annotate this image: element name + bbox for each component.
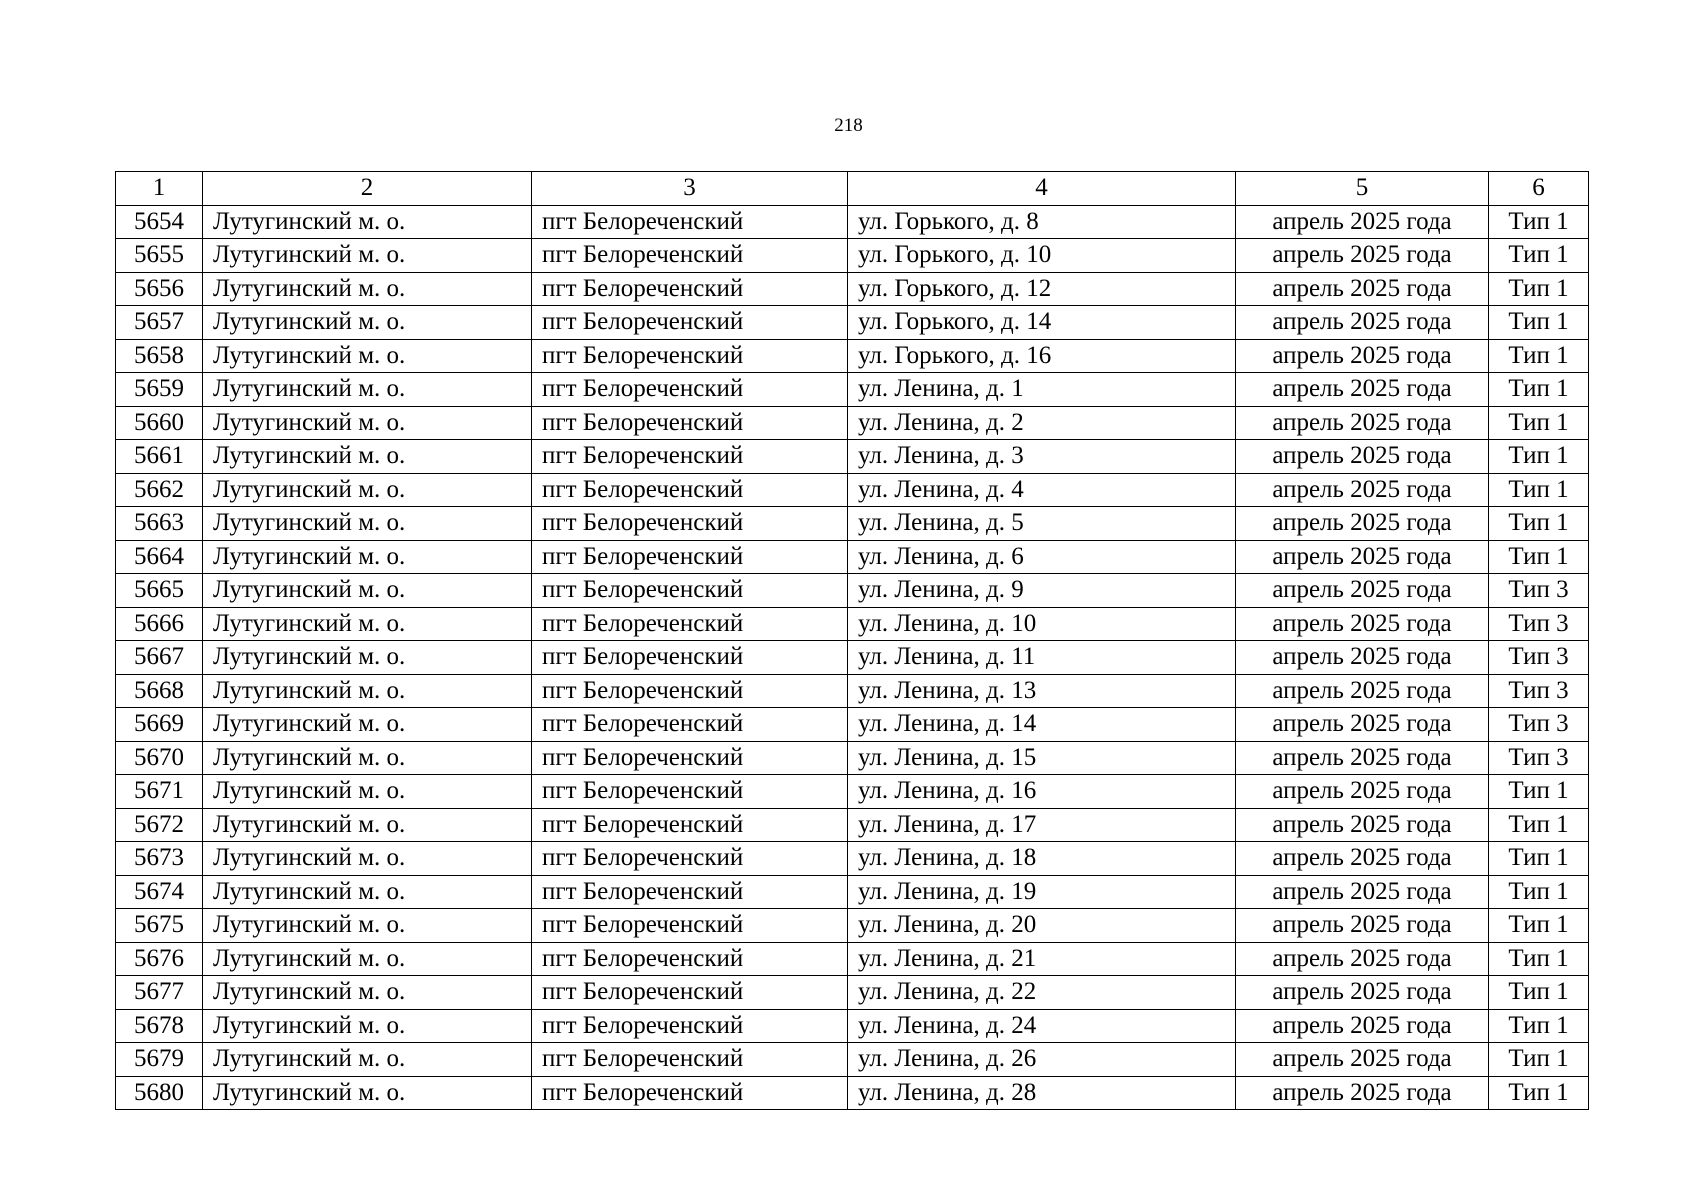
table-row (116, 1009, 1589, 1043)
date-cell: апрель 2025 года (1236, 607, 1489, 641)
address-cell: ул. Горького, д. 10 (848, 239, 1236, 273)
date-cell: апрель 2025 года (1236, 842, 1489, 876)
address-cell: ул. Ленина, д. 16 (848, 775, 1236, 809)
date-cell: апрель 2025 года (1236, 741, 1489, 775)
row-number-cell: 5656 (116, 272, 203, 306)
district-cell: Лутугинский м. о. (203, 708, 532, 742)
type-cell: Тип 1 (1489, 440, 1589, 474)
row-number-cell: 5670 (116, 741, 203, 775)
type-cell: Тип 1 (1489, 1076, 1589, 1110)
table-row (116, 1076, 1589, 1110)
row-number-cell: 5664 (116, 540, 203, 574)
date-cell: апрель 2025 года (1236, 1009, 1489, 1043)
type-cell: Тип 1 (1489, 406, 1589, 440)
settlement-cell: пгт Белореченский (532, 842, 848, 876)
table-row (116, 306, 1589, 340)
row-number-cell: 5677 (116, 976, 203, 1010)
type-cell: Тип 3 (1489, 641, 1589, 675)
type-cell: Тип 1 (1489, 507, 1589, 541)
type-cell: Тип 1 (1489, 1043, 1589, 1077)
table-row (116, 473, 1589, 507)
district-cell: Лутугинский м. о. (203, 440, 532, 474)
address-cell: ул. Горького, д. 16 (848, 339, 1236, 373)
column-header: 2 (203, 172, 532, 206)
type-cell: Тип 1 (1489, 909, 1589, 943)
type-cell: Тип 1 (1489, 842, 1589, 876)
settlement-cell: пгт Белореченский (532, 272, 848, 306)
district-cell: Лутугинский м. о. (203, 607, 532, 641)
date-cell: апрель 2025 года (1236, 574, 1489, 608)
date-cell: апрель 2025 года (1236, 942, 1489, 976)
address-cell: ул. Ленина, д. 19 (848, 875, 1236, 909)
date-cell: апрель 2025 года (1236, 406, 1489, 440)
column-header: 3 (532, 172, 848, 206)
settlement-cell: пгт Белореченский (532, 373, 848, 407)
settlement-cell: пгт Белореченский (532, 976, 848, 1010)
address-cell: ул. Ленина, д. 21 (848, 942, 1236, 976)
settlement-cell: пгт Белореченский (532, 339, 848, 373)
settlement-cell: пгт Белореченский (532, 473, 848, 507)
address-cell: ул. Ленина, д. 18 (848, 842, 1236, 876)
type-cell: Тип 1 (1489, 373, 1589, 407)
date-cell: апрель 2025 года (1236, 373, 1489, 407)
row-number-cell: 5655 (116, 239, 203, 273)
table-row (116, 741, 1589, 775)
table-row (116, 808, 1589, 842)
settlement-cell: пгт Белореченский (532, 1009, 848, 1043)
settlement-cell: пгт Белореченский (532, 875, 848, 909)
table-header-row (116, 172, 1589, 206)
district-cell: Лутугинский м. о. (203, 306, 532, 340)
date-cell: апрель 2025 года (1236, 339, 1489, 373)
row-number-cell: 5663 (116, 507, 203, 541)
table-row (116, 909, 1589, 943)
district-cell: Лутугинский м. о. (203, 205, 532, 239)
type-cell: Тип 1 (1489, 942, 1589, 976)
type-cell: Тип 3 (1489, 607, 1589, 641)
row-number-cell: 5676 (116, 942, 203, 976)
date-cell: апрель 2025 года (1236, 808, 1489, 842)
address-cell: ул. Ленина, д. 11 (848, 641, 1236, 675)
settlement-cell: пгт Белореченский (532, 674, 848, 708)
type-cell: Тип 1 (1489, 540, 1589, 574)
district-cell: Лутугинский м. о. (203, 406, 532, 440)
address-cell: ул. Горького, д. 8 (848, 205, 1236, 239)
row-number-cell: 5665 (116, 574, 203, 608)
type-cell: Тип 3 (1489, 708, 1589, 742)
district-cell: Лутугинский м. о. (203, 875, 532, 909)
address-cell: ул. Ленина, д. 10 (848, 607, 1236, 641)
settlement-cell: пгт Белореченский (532, 942, 848, 976)
type-cell: Тип 1 (1489, 272, 1589, 306)
column-header: 4 (848, 172, 1236, 206)
settlement-cell: пгт Белореченский (532, 540, 848, 574)
district-cell: Лутугинский м. о. (203, 909, 532, 943)
table-row (116, 205, 1589, 239)
date-cell: апрель 2025 года (1236, 976, 1489, 1010)
row-number-cell: 5679 (116, 1043, 203, 1077)
district-cell: Лутугинский м. о. (203, 842, 532, 876)
type-cell: Тип 1 (1489, 205, 1589, 239)
address-cell: ул. Ленина, д. 24 (848, 1009, 1236, 1043)
settlement-cell: пгт Белореченский (532, 574, 848, 608)
column-header: 6 (1489, 172, 1589, 206)
table-row (116, 1043, 1589, 1077)
row-number-cell: 5659 (116, 373, 203, 407)
row-number-cell: 5661 (116, 440, 203, 474)
address-cell: ул. Ленина, д. 13 (848, 674, 1236, 708)
table-row (116, 540, 1589, 574)
table-row (116, 775, 1589, 809)
column-header: 1 (116, 172, 203, 206)
district-cell: Лутугинский м. о. (203, 272, 532, 306)
date-cell: апрель 2025 года (1236, 674, 1489, 708)
date-cell: апрель 2025 года (1236, 473, 1489, 507)
date-cell: апрель 2025 года (1236, 1076, 1489, 1110)
date-cell: апрель 2025 года (1236, 909, 1489, 943)
date-cell: апрель 2025 года (1236, 540, 1489, 574)
address-cell: ул. Ленина, д. 28 (848, 1076, 1236, 1110)
address-cell: ул. Ленина, д. 15 (848, 741, 1236, 775)
type-cell: Тип 3 (1489, 741, 1589, 775)
table-row (116, 339, 1589, 373)
district-cell: Лутугинский м. о. (203, 540, 532, 574)
district-cell: Лутугинский м. о. (203, 942, 532, 976)
table-row (116, 607, 1589, 641)
date-cell: апрель 2025 года (1236, 641, 1489, 675)
table-row (116, 942, 1589, 976)
type-cell: Тип 1 (1489, 976, 1589, 1010)
date-cell: апрель 2025 года (1236, 440, 1489, 474)
address-cell: ул. Ленина, д. 2 (848, 406, 1236, 440)
address-cell: ул. Горького, д. 12 (848, 272, 1236, 306)
date-cell: апрель 2025 года (1236, 775, 1489, 809)
address-cell: ул. Горького, д. 14 (848, 306, 1236, 340)
address-cell: ул. Ленина, д. 17 (848, 808, 1236, 842)
type-cell: Тип 1 (1489, 1009, 1589, 1043)
table-body (116, 205, 1589, 1110)
table-row (116, 574, 1589, 608)
date-cell: апрель 2025 года (1236, 272, 1489, 306)
table-row (116, 373, 1589, 407)
district-cell: Лутугинский м. о. (203, 1043, 532, 1077)
row-number-cell: 5668 (116, 674, 203, 708)
settlement-cell: пгт Белореченский (532, 708, 848, 742)
district-cell: Лутугинский м. о. (203, 473, 532, 507)
table-row (116, 440, 1589, 474)
district-cell: Лутугинский м. о. (203, 641, 532, 675)
row-number-cell: 5680 (116, 1076, 203, 1110)
address-cell: ул. Ленина, д. 20 (848, 909, 1236, 943)
row-number-cell: 5666 (116, 607, 203, 641)
row-number-cell: 5662 (116, 473, 203, 507)
row-number-cell: 5671 (116, 775, 203, 809)
table-row (116, 272, 1589, 306)
row-number-cell: 5667 (116, 641, 203, 675)
table-row (116, 875, 1589, 909)
type-cell: Тип 3 (1489, 574, 1589, 608)
table-row (116, 674, 1589, 708)
column-header: 5 (1236, 172, 1489, 206)
address-cell: ул. Ленина, д. 3 (848, 440, 1236, 474)
settlement-cell: пгт Белореченский (532, 440, 848, 474)
address-cell: ул. Ленина, д. 9 (848, 574, 1236, 608)
type-cell: Тип 1 (1489, 775, 1589, 809)
settlement-cell: пгт Белореченский (532, 775, 848, 809)
district-cell: Лутугинский м. о. (203, 507, 532, 541)
page-number: 218 (834, 115, 863, 136)
settlement-cell: пгт Белореченский (532, 641, 848, 675)
type-cell: Тип 1 (1489, 473, 1589, 507)
date-cell: апрель 2025 года (1236, 306, 1489, 340)
address-cell: ул. Ленина, д. 4 (848, 473, 1236, 507)
settlement-cell: пгт Белореченский (532, 741, 848, 775)
table-row (116, 239, 1589, 273)
district-cell: Лутугинский м. о. (203, 808, 532, 842)
type-cell: Тип 1 (1489, 875, 1589, 909)
row-number-cell: 5654 (116, 205, 203, 239)
address-cell: ул. Ленина, д. 22 (848, 976, 1236, 1010)
row-number-cell: 5674 (116, 875, 203, 909)
row-number-cell: 5675 (116, 909, 203, 943)
table-row (116, 406, 1589, 440)
settlement-cell: пгт Белореченский (532, 607, 848, 641)
date-cell: апрель 2025 года (1236, 875, 1489, 909)
date-cell: апрель 2025 года (1236, 239, 1489, 273)
type-cell: Тип 1 (1489, 339, 1589, 373)
district-cell: Лутугинский м. о. (203, 1009, 532, 1043)
type-cell: Тип 1 (1489, 306, 1589, 340)
settlement-cell: пгт Белореченский (532, 406, 848, 440)
address-cell: ул. Ленина, д. 6 (848, 540, 1236, 574)
type-cell: Тип 1 (1489, 239, 1589, 273)
district-cell: Лутугинский м. о. (203, 339, 532, 373)
district-cell: Лутугинский м. о. (203, 239, 532, 273)
settlement-cell: пгт Белореченский (532, 808, 848, 842)
district-cell: Лутугинский м. о. (203, 674, 532, 708)
table-row (116, 641, 1589, 675)
district-cell: Лутугинский м. о. (203, 741, 532, 775)
row-number-cell: 5658 (116, 339, 203, 373)
settlement-cell: пгт Белореченский (532, 909, 848, 943)
date-cell: апрель 2025 года (1236, 507, 1489, 541)
district-cell: Лутугинский м. о. (203, 775, 532, 809)
table-row (116, 842, 1589, 876)
table-row (116, 708, 1589, 742)
district-cell: Лутугинский м. о. (203, 976, 532, 1010)
row-number-cell: 5660 (116, 406, 203, 440)
row-number-cell: 5678 (116, 1009, 203, 1043)
settlement-cell: пгт Белореченский (532, 1043, 848, 1077)
settlement-cell: пгт Белореченский (532, 507, 848, 541)
table-row (116, 976, 1589, 1010)
data-table (115, 171, 1589, 1110)
district-cell: Лутугинский м. о. (203, 373, 532, 407)
address-cell: ул. Ленина, д. 26 (848, 1043, 1236, 1077)
row-number-cell: 5673 (116, 842, 203, 876)
date-cell: апрель 2025 года (1236, 205, 1489, 239)
district-cell: Лутугинский м. о. (203, 1076, 532, 1110)
row-number-cell: 5657 (116, 306, 203, 340)
address-cell: ул. Ленина, д. 1 (848, 373, 1236, 407)
table-row (116, 507, 1589, 541)
address-cell: ул. Ленина, д. 14 (848, 708, 1236, 742)
row-number-cell: 5669 (116, 708, 203, 742)
address-cell: ул. Ленина, д. 5 (848, 507, 1236, 541)
date-cell: апрель 2025 года (1236, 708, 1489, 742)
type-cell: Тип 3 (1489, 674, 1589, 708)
settlement-cell: пгт Белореченский (532, 205, 848, 239)
district-cell: Лутугинский м. о. (203, 574, 532, 608)
settlement-cell: пгт Белореченский (532, 1076, 848, 1110)
type-cell: Тип 1 (1489, 808, 1589, 842)
settlement-cell: пгт Белореченский (532, 239, 848, 273)
date-cell: апрель 2025 года (1236, 1043, 1489, 1077)
settlement-cell: пгт Белореченский (532, 306, 848, 340)
row-number-cell: 5672 (116, 808, 203, 842)
